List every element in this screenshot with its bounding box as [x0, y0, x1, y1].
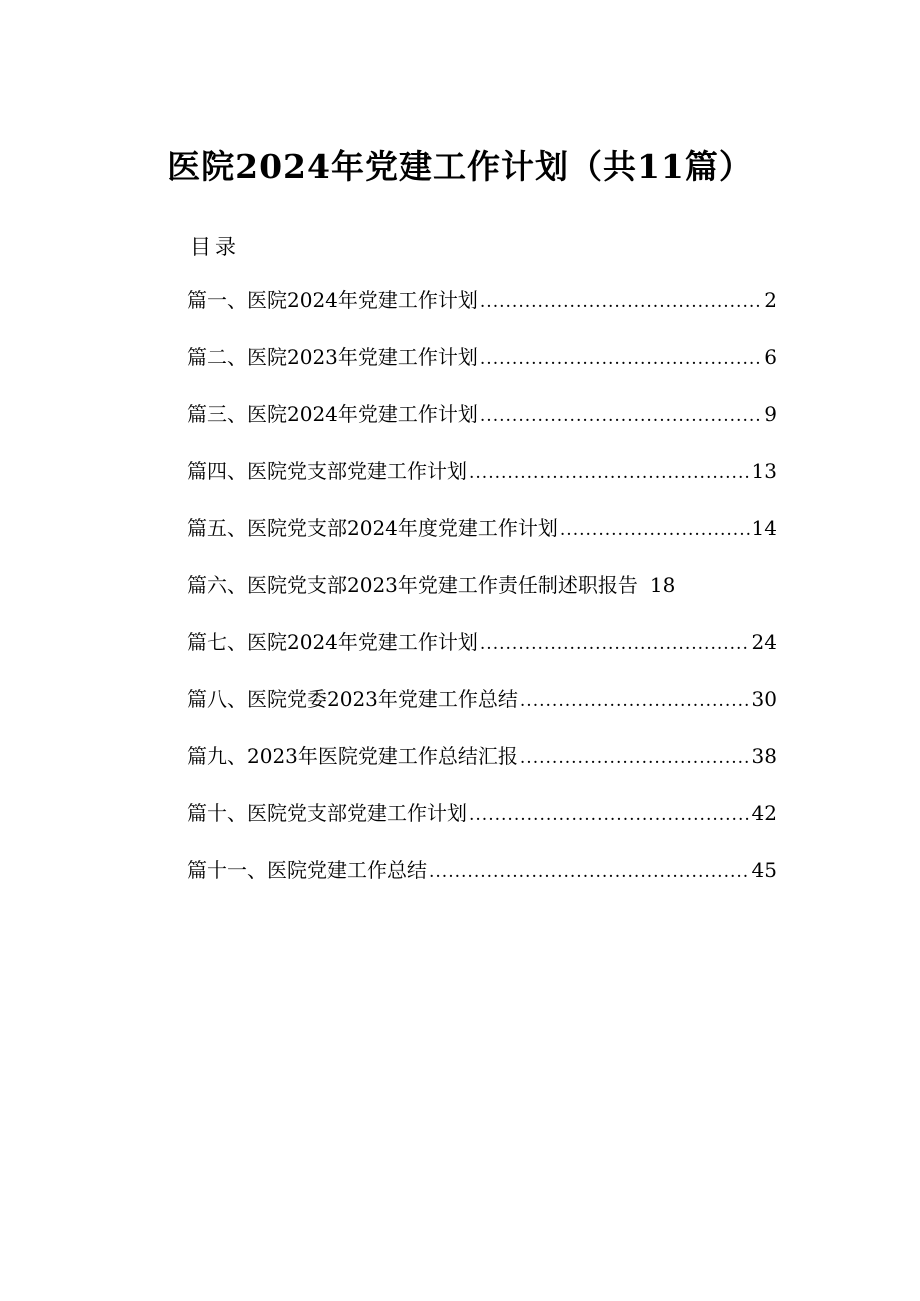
toc-page-number: 18	[649, 573, 676, 597]
toc-entry-8[interactable]	[187, 684, 777, 741]
toc-entry-title: 篇八、医院党委2023年党建工作总结	[187, 687, 518, 711]
toc-entry-title: 篇九、2023年医院党建工作总结汇报	[187, 744, 518, 768]
toc-page-number: 24	[751, 630, 777, 654]
toc-entry-7[interactable]	[187, 627, 777, 684]
toc-page-number: 38	[751, 744, 777, 768]
toc-entry-11[interactable]	[187, 855, 777, 912]
toc-page-number: 2	[764, 288, 777, 312]
toc-dot-leader	[520, 686, 750, 716]
toc-entry-title: 篇六、医院党支部2023年党建工作责任制述职报告	[187, 573, 638, 597]
toc-entry-3[interactable]	[187, 399, 777, 456]
toc-entry-1[interactable]	[187, 285, 777, 342]
toc-entry-title: 篇十、医院党支部党建工作计划	[187, 801, 467, 825]
toc-dot-leader	[560, 515, 750, 545]
toc-dot-leader	[469, 458, 750, 488]
toc-entry-9[interactable]	[187, 741, 777, 798]
toc-dot-leader	[480, 287, 762, 317]
toc-page-number: 30	[751, 687, 777, 711]
toc-page-number: 14	[751, 516, 777, 540]
toc-entry-title: 篇二、医院2023年党建工作计划	[187, 345, 478, 369]
toc-heading: 目录	[190, 235, 240, 259]
toc-entry-5[interactable]	[187, 513, 777, 570]
toc-entry-10[interactable]	[187, 798, 777, 855]
toc-page-number: 6	[764, 345, 777, 369]
toc-page-number: 9	[764, 402, 777, 426]
toc-entry-6[interactable]	[187, 570, 777, 627]
toc-dot-leader	[480, 401, 762, 431]
toc-entry-title: 篇三、医院2024年党建工作计划	[187, 402, 478, 426]
toc-entry-title: 篇一、医院2024年党建工作计划	[187, 288, 478, 312]
toc-page-number: 45	[751, 858, 777, 882]
toc-entry-title: 篇十一、医院党建工作总结	[187, 858, 427, 882]
toc-entry-title: 篇四、医院党支部党建工作计划	[187, 459, 467, 483]
toc-page-number: 13	[751, 459, 777, 483]
toc-dot-leader	[520, 743, 750, 773]
toc-entry-4[interactable]	[187, 456, 777, 513]
toc-entry-title: 篇五、医院党支部2024年度党建工作计划	[187, 516, 558, 540]
toc-dot-leader	[480, 344, 762, 374]
toc-entry-title: 篇七、医院2024年党建工作计划	[187, 630, 478, 654]
toc-entry-2[interactable]	[187, 342, 777, 399]
toc-dot-leader	[480, 629, 750, 659]
table-of-contents	[187, 285, 777, 912]
toc-dot-leader	[429, 857, 750, 887]
page-title: 医院2024年党建工作计划（共11篇）	[167, 147, 753, 186]
toc-page-number: 42	[751, 801, 777, 825]
toc-dot-leader	[469, 800, 750, 830]
